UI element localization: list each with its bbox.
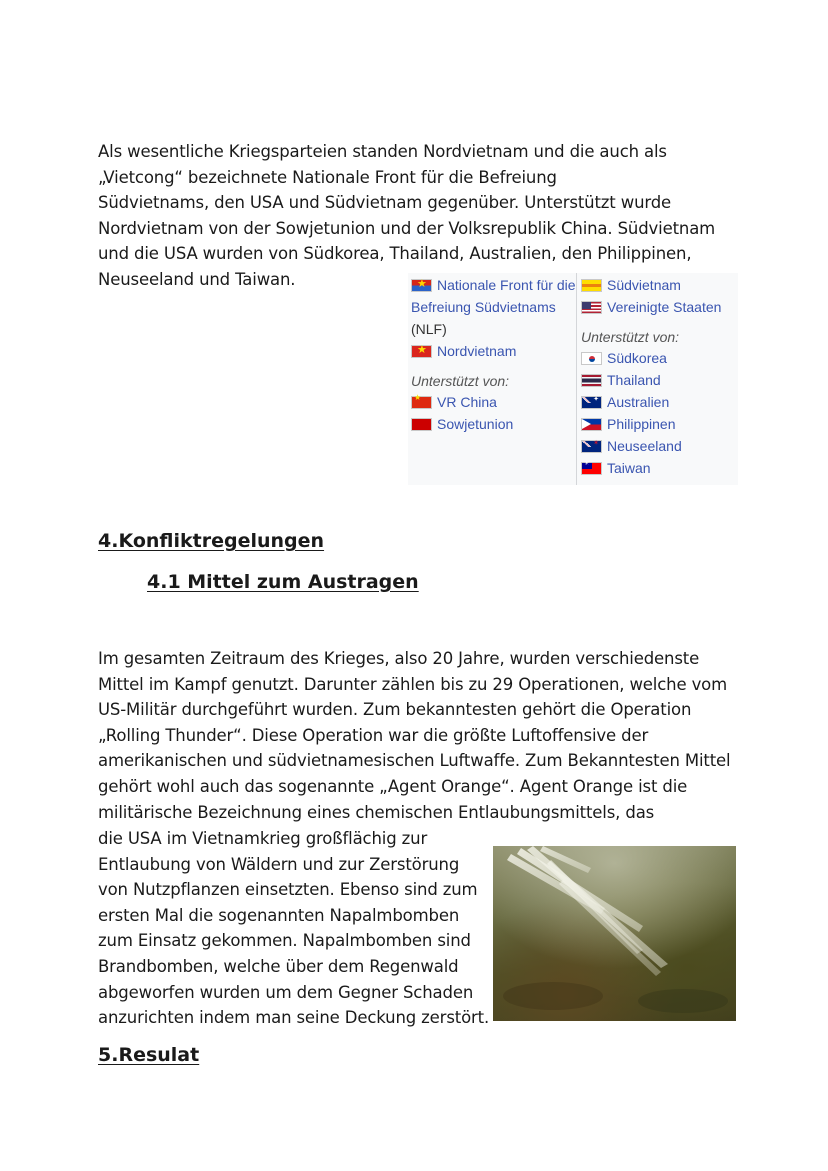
text-line: die USA im Vietnamkrieg großflächig zur (98, 829, 428, 848)
infobox-item-thailand[interactable] (581, 372, 661, 388)
infobox-item-suedvietnam[interactable] (581, 277, 681, 293)
infobox-item-usa[interactable] (581, 299, 721, 315)
link-taiwan[interactable]: Taiwan (607, 460, 651, 476)
text-line: zum Einsatz gekommen. Napalmbomben sind (98, 931, 471, 951)
text-line: und die USA wurden von Südkorea, Thailand, Australien, den Philippinen, (98, 244, 692, 264)
link-australien[interactable]: Australien (607, 394, 670, 410)
mittel-paragraph-continued (98, 826, 489, 1031)
flag-south-korea-icon (581, 352, 602, 365)
link-suedvietnam[interactable]: Südvietnam (607, 277, 681, 293)
belligerents-infobox (408, 273, 738, 485)
flag-thailand-icon (581, 374, 602, 387)
infobox-column-divider (576, 273, 577, 485)
text-line: amerikanischen und südvietnamesischen Luftwaffe. Zum Bekanntesten Mittel (98, 751, 731, 771)
link-suedkorea[interactable]: Südkorea (607, 350, 667, 366)
subsection-heading-mittel: 4.1 Mittel zum Austragen (147, 571, 419, 593)
flag-philippines-icon (581, 418, 602, 431)
link-nlf[interactable]: Nationale Front für die (437, 277, 576, 293)
infobox-item-china[interactable] (411, 394, 497, 410)
flag-australia-icon (581, 396, 602, 409)
infobox-item-nlf-cont[interactable] (411, 299, 556, 315)
infobox-item-philippinen[interactable] (581, 416, 676, 432)
infobox-item-neuseeland[interactable] (581, 438, 682, 454)
infobox-item-suedkorea[interactable] (581, 350, 667, 366)
infobox-supported-right (581, 329, 679, 345)
flag-north-vietnam-icon (411, 345, 432, 358)
text-line: „Rolling Thunder“. Diese Operation war die größte Luftoffensive der (98, 725, 649, 745)
infobox-item-nordvietnam[interactable] (411, 343, 516, 359)
link-neuseeland[interactable]: Neuseeland (607, 438, 682, 454)
flag-china-icon (411, 396, 432, 409)
infobox-supported-left (411, 373, 509, 389)
section-heading-resultat: 5.Resulat (98, 1044, 200, 1066)
link-philippinen[interactable]: Philippinen (607, 416, 676, 432)
text-line: gehört wohl auch das sogenannte „Agent Orange“. Agent Orange ist die (98, 776, 688, 796)
text-line: Südvietnams, den USA und Südvietnam gegenüber. Unterstützt wurde (98, 193, 672, 213)
flag-soviet-union-icon (411, 418, 432, 431)
section-heading-konfliktregelungen: 4.Konfliktregelungen (98, 530, 325, 552)
flag-nlf-icon (411, 279, 432, 292)
infobox-item-soviet[interactable] (411, 416, 513, 432)
flag-taiwan-icon (581, 462, 602, 475)
text-line: Im gesamten Zeitraum des Krieges, also 20 Jahre, wurden verschiedenste (98, 649, 700, 668)
flag-south-vietnam-icon (581, 279, 602, 292)
spray-trails-illustration (493, 846, 736, 1021)
infobox-item-nlf[interactable] (411, 277, 576, 293)
infobox-item-taiwan[interactable] (581, 460, 651, 476)
link-soviet[interactable]: Sowjetunion (437, 416, 514, 432)
link-usa[interactable]: Vereinigte Staaten (607, 299, 722, 315)
flag-usa-icon (581, 301, 602, 314)
supported-by-label: Unterstützt von: (581, 329, 680, 345)
infobox-nlf-abbrev (411, 321, 447, 337)
text-line: Brandbomben, welche über dem Regenwald (98, 956, 459, 976)
intro-paragraph (98, 139, 715, 293)
text-line: Neuseeland und Taiwan. (98, 269, 296, 289)
text-line: „Vietcong“ bezeichnete Nationale Front für die Befreiung (98, 167, 557, 187)
text-line: ersten Mal die sogenannten Napalmbomben (98, 905, 460, 925)
link-nordvietnam[interactable]: Nordvietnam (437, 343, 517, 359)
nlf-abbreviation: (NLF) (411, 321, 447, 337)
text-line: Nordvietnam von der Sowjetunion und der Volksrepublik China. Südvietnam (98, 218, 716, 238)
link-thailand[interactable]: Thailand (607, 372, 661, 388)
defoliant-spraying-photo (493, 846, 736, 1021)
supported-by-label: Unterstützt von: (411, 373, 510, 389)
text-line: Mittel im Kampf genutzt. Darunter zählen bis zu 29 Operationen, welche vom (98, 674, 728, 694)
infobox-item-australien[interactable] (581, 394, 669, 410)
text-line: Als wesentliche Kriegsparteien standen Nordvietnam und die auch als (98, 142, 667, 161)
text-line: von Nutzpflanzen einsetzten. Ebenso sind zum (98, 880, 478, 900)
mittel-paragraph (98, 646, 730, 825)
text-line: Entlaubung von Wäldern und zur Zerstörung (98, 854, 460, 874)
text-line: anzurichten indem man seine Deckung zerstört. (98, 1008, 490, 1028)
link-nlf-cont[interactable]: Befreiung Südvietnams (411, 299, 556, 315)
text-line: abgeworfen wurden um dem Gegner Schaden (98, 982, 474, 1002)
link-china[interactable]: VR China (437, 394, 497, 410)
text-line: militärische Bezeichnung eines chemischen Entlaubungsmittels, das (98, 802, 655, 822)
flag-new-zealand-icon (581, 440, 602, 453)
text-line: US-Militär durchgeführt wurden. Zum bekanntesten gehört die Operation (98, 700, 692, 720)
